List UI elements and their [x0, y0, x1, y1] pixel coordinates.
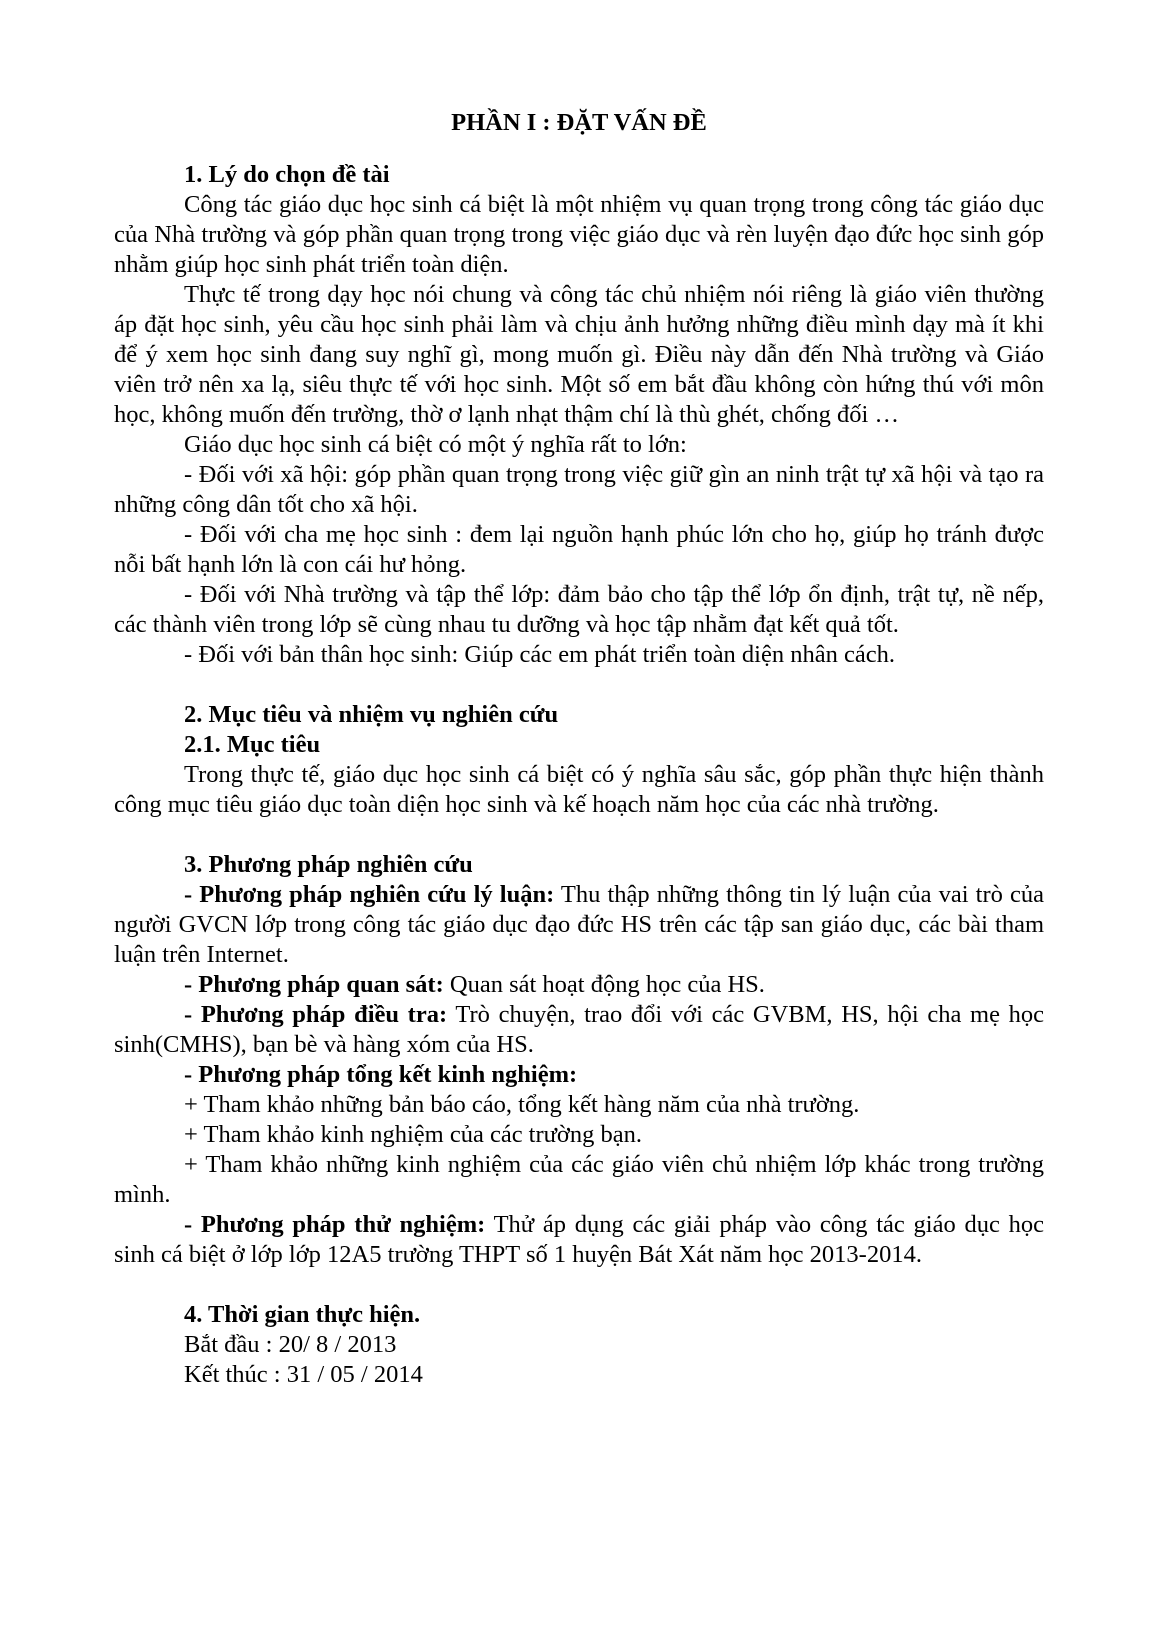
list-item: + Tham khảo những kinh nghiệm của các giáo viên chủ nhiệm lớp khác trong trường mình. — [114, 1151, 1044, 1208]
method-text: Quan sát hoạt động học của HS. — [443, 971, 765, 998]
bullet-item: - Đối với Nhà trường và tập thể lớp: đảm bảo cho tập thể lớp ổn định, trật tự, nề nếp, các thành viên trong lớp sẽ cùng nhau tu dưỡng và học tập nhằm đạt kết quả tốt. — [114, 581, 1044, 638]
paragraph: Thực tế trong dạy học nói chung và công tác chủ nhiệm nói riêng là giáo viên thường áp đặt học sinh, yêu cầu học sinh phải làm và chịu ảnh hưởng những điều mình dạy mà ít khi để ý xem học sinh đang suy nghĩ gì, mong muốn gì. Điều này dẫn đến Nhà trường và Giáo viên trở nên xa lạ, siêu thực tế với học sinh. Một số em bắt đầu không còn hứng thú với môn học, không muốn đến trường, thờ ơ lạnh nhạt thậm chí là thù ghét, chống đối … — [114, 281, 1044, 428]
bullet-item: - Đối với cha mẹ học sinh : đem lại nguồn hạnh phúc lớn cho họ, giúp họ tránh được nỗi bất hạnh lớn là con cái hư hỏng. — [114, 521, 1044, 578]
method-item — [114, 970, 1044, 1000]
paragraph: Công tác giáo dục học sinh cá biệt là một nhiệm vụ quan trọng trong công tác giáo dục của Nhà trường và góp phần quan trọng trong việc giáo dục và rèn luyện đạo đức học sinh góp nhằm giúp học sinh phát triển toàn diện. — [114, 191, 1044, 278]
paragraph: Trong thực tế, giáo dục học sinh cá biệt có ý nghĩa sâu sắc, góp phần thực hiện thành công mục tiêu giáo dục toàn diện học sinh và kế hoạch năm học của các nhà trường. — [114, 761, 1044, 818]
bullet-item: - Đối với bản thân học sinh: Giúp các em phát triển toàn diện nhân cách. — [184, 641, 895, 668]
list-item: + Tham khảo kinh nghiệm của các trường bạn. — [184, 1121, 643, 1148]
method-item — [114, 880, 1044, 970]
method-label: - Phương pháp điều tra: — [184, 1001, 448, 1028]
method-label: - Phương pháp nghiên cứu lý luận: — [184, 881, 555, 908]
paragraph: Giáo dục học sinh cá biệt có một ý nghĩa rất to lớn: — [184, 431, 687, 458]
section-1-heading: 1. Lý do chọn đề tài — [184, 161, 390, 188]
method-text: Thử áp dụng các giải pháp vào công tác giáo dục học sinh cá biệt ở lớp lớp 12A5 trường THPT số 1 huyện Bát Xát năm học 2013-2014. — [114, 1211, 1044, 1268]
list-item: + Tham khảo những bản báo cáo, tổng kết hàng năm của nhà trường. — [184, 1091, 860, 1118]
method-label: - Phương pháp tổng kết kinh nghiệm: — [184, 1061, 578, 1088]
section-4-heading: 4. Thời gian thực hiện. — [184, 1301, 421, 1328]
section-2-1-heading: 2.1. Mục tiêu — [184, 731, 321, 758]
method-item — [114, 1060, 1044, 1090]
section-2-heading: 2. Mục tiêu và nhiệm vụ nghiên cứu — [184, 701, 559, 728]
method-label: - Phương pháp thử nghiệm: — [184, 1211, 486, 1238]
start-date: Bắt đầu : 20/ 8 / 2013 — [184, 1331, 397, 1358]
bullet-item: - Đối với xã hội: góp phần quan trọng trong việc giữ gìn an ninh trật tự xã hội và tạo ra những công dân tốt cho xã hội. — [114, 461, 1044, 518]
method-text: Trò chuyện, trao đổi với các GVBM, HS, hội cha mẹ học sinh(CMHS), bạn bè và hàng xóm của HS. — [114, 1001, 1044, 1058]
section-3-heading: 3. Phương pháp nghiên cứu — [184, 851, 473, 878]
document-page — [114, 108, 1044, 1390]
method-item — [114, 1210, 1044, 1270]
method-item — [114, 1000, 1044, 1060]
method-text: Thu thập những thông tin lý luận của vai trò của người GVCN lớp trong công tác giáo dục đạo đức HS trên các tập san giáo dục, các bài tham luận trên Internet. — [114, 881, 1044, 968]
page-title: PHẦN I : ĐẶT VẤN ĐỀ — [451, 109, 707, 136]
method-label: - Phương pháp quan sát: — [184, 971, 444, 998]
end-date: Kết thúc : 31 / 05 / 2014 — [184, 1361, 423, 1388]
